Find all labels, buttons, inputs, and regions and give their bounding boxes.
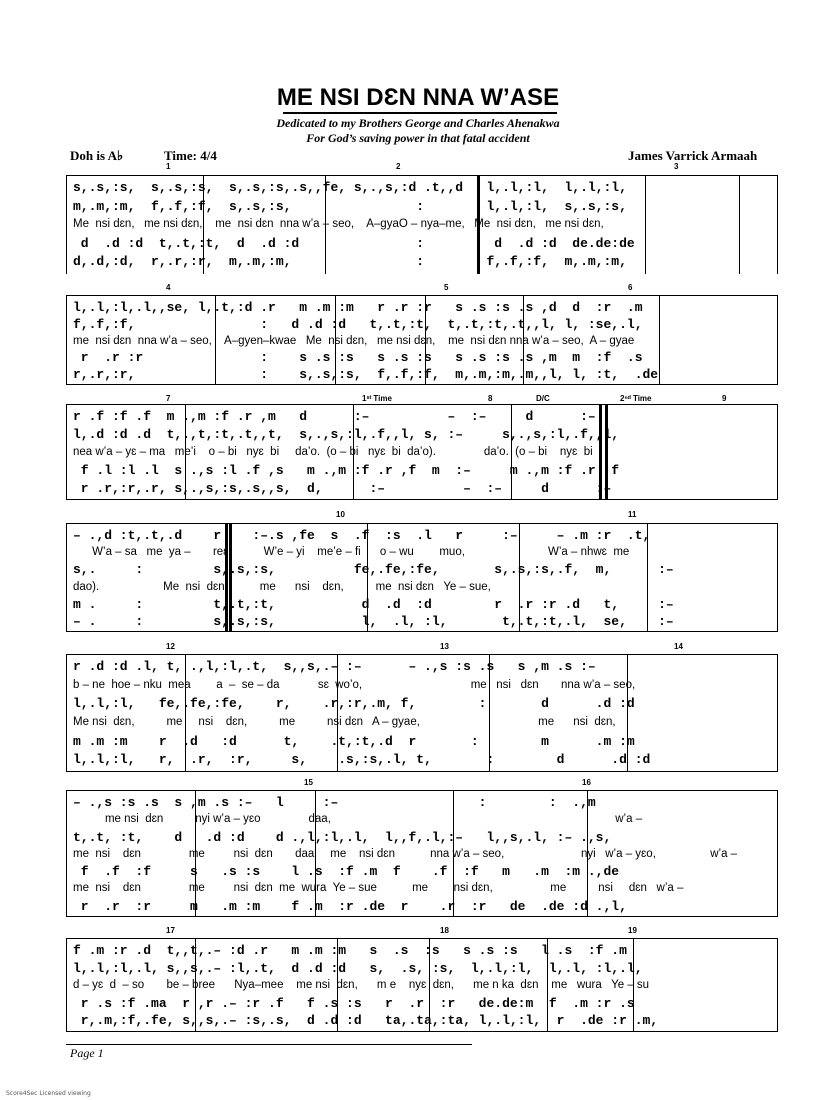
footer-note: Score4Sec Licensed viewing: [6, 1090, 91, 1097]
solfa-line: m .m :m r .d :d t, .t,:t,.d r : m .m :m: [73, 733, 635, 749]
barline: [325, 176, 326, 274]
measure-number: 4: [166, 283, 171, 292]
score-system: [66, 642, 778, 772]
barline: [429, 939, 430, 1031]
score-system: [66, 162, 778, 274]
solfa-line: r .r :r m .m :m f .m :r .de r .r :r de .de :d .,l,: [73, 898, 627, 914]
lyric-line: d – yɛ d – so be – bree Nya–mee me nsi dɛn, m e nyɛ dɛn, me n ka dɛn me wura Ye – su: [73, 979, 650, 992]
barline: [203, 176, 204, 274]
staff-box: [66, 295, 778, 385]
staff-box: [66, 523, 778, 632]
measure-number: D/C: [536, 394, 550, 403]
measure-number: 2ⁿᵈ Time: [620, 394, 652, 403]
score-system: [66, 283, 778, 385]
lyric-line: Me nsi dɛn, me nsi dɛn, me nsi dɛn nna w’a – seo, A–gyaO – nya–me, Me nsi dɛn, me nsi dɛn,: [73, 218, 604, 231]
lyric-line: dao). Me nsi dɛn, me nsi dɛn, me nsi dɛn Ye – sue,: [73, 580, 491, 593]
lyric-line: me nsi dɛn me nsi dɛn me wura Ye – sue me nsi dɛn, me nsi dɛn w’a –: [73, 882, 684, 895]
barline: [315, 791, 316, 916]
barline: [477, 176, 480, 274]
solfa-line: – . : s,.s,:s, l, .l, :l, t,.t,:t,.l, se, :–: [73, 613, 674, 629]
barline: [335, 296, 336, 384]
solfa-line: f .m :r .d t,,t,.– :d .r m .m :m s .s :s s .s :s l .s :f .m: [73, 943, 627, 958]
barline: [645, 176, 646, 274]
solfa-line: l,.l,:l, fe,.fe,:fe, r, .r,:r,.m, f, : d .d :d: [73, 696, 635, 712]
solfa-line: m . : t,.t,:t, d .d :d r .r :r .d t, :–: [73, 596, 674, 612]
measure-number: 13: [440, 642, 449, 651]
title-underline: [283, 112, 557, 114]
solfa-line: r .r :r : s .s :s s .s :s s .s :s .s ,m m :f .s: [73, 350, 643, 366]
solfa-line: r .r,:r,.r, s,.,s,:s,.s,,s, d, :– – :– d :–: [73, 481, 612, 496]
barline: [425, 296, 426, 384]
measure-number: 8: [488, 394, 493, 403]
barline: [225, 524, 228, 631]
barline: [489, 655, 490, 771]
solfa-line: l,.l,:l,.l, s,,s,.– :l,.t, d .d :d s, .s, :s, l,.l,:l, l,.l, :l,.l,: [73, 960, 643, 976]
measure-number: 11: [628, 510, 637, 519]
measure-number: 7: [166, 394, 171, 403]
footer-rule: [66, 1044, 472, 1045]
lyric-line: Me nsi dɛn, me nsi dɛn, me nsi dɛn A – gyae, me nsi dɛn,: [73, 716, 616, 728]
measure-number: 9: [722, 394, 727, 403]
time-signature: Time: 4/4: [164, 148, 217, 163]
barline: [195, 939, 196, 1031]
measure-number: 16: [582, 778, 591, 787]
lyric-line: me nsi dɛn nna w’a – seo, A–gyen–kwae Me nsi dɛn, me nsi dɛn, me nsi dɛn nna w’a – seo, A – gyae: [73, 334, 635, 347]
measure-number: 19: [628, 926, 637, 935]
dedication-line-2: For God’s saving power in that fatal accident: [306, 131, 530, 145]
page-title: ME NSI DƐN NNA W’ASE: [276, 84, 560, 111]
barline: [627, 655, 628, 771]
solfa-line: r .f :f .f m .,m :f .r ,m d :– – :– d :–: [73, 409, 596, 424]
barline: [633, 939, 634, 1031]
solfa-line: l,.l,:l,.l,,se, l,.t,:d .r m .m :m r .r :r s .s :s .s ,d d :r .m: [73, 300, 643, 315]
barline: [185, 405, 186, 499]
lyric-line: W’a – sa me ya – reɛ, W’e – yi me’e – fi o – wu muo, W’a – nhwɛ me: [73, 546, 630, 559]
barline: [353, 405, 354, 499]
barline: [739, 176, 740, 274]
solfa-line: – .,d :t,.t,.d r :–.s ,fe s .f :s .l r :– – .m :r .t,: [73, 528, 651, 543]
composer: James Varrick Armaah: [628, 148, 758, 163]
measure-number: 10: [336, 510, 345, 519]
staff-box: [66, 654, 778, 772]
solfa-line: f .l :l .l s .,s :l .f ,s m .,m :f .r ,f m :– m .,m :f .r ,f: [73, 463, 620, 478]
solfa-line: l,.l,:l, r, .r, :r, s, .s,:s,.l, t, : d .d :d: [73, 752, 651, 768]
solfa-line: t,.t, :t, d .d :d d .,l,:l,.l, l,,f,.l,:– l,,s,.l, :– .,s,: [73, 829, 612, 845]
measure-number: 18: [440, 926, 449, 935]
staff-box: [66, 790, 778, 917]
barline: [547, 939, 548, 1031]
barline: [195, 791, 196, 916]
score-system: [66, 394, 778, 500]
measure-number: 14: [674, 642, 683, 651]
barline: [587, 791, 588, 916]
solfa-line: m,.m,:m, f,.f,:f, s,.s,:s, : l,.l,:l, s,.s,:s,: [73, 198, 627, 214]
key-signature: Doh is A♭: [70, 148, 124, 163]
solfa-line: d,.d,:d, r,.r,:r, m,.m,:m, : f,.f,:f, m,.m,:m,: [73, 254, 627, 270]
solfa-line: d .d :d t,.t,:t, d .d :d : d .d :d de.de:de: [73, 235, 635, 251]
measure-number: 15: [304, 778, 313, 787]
measure-number: 3: [674, 162, 679, 171]
dedication-line-1: Dedicated to my Brothers George and Charles Ahenakwa: [276, 116, 560, 130]
solfa-line: s,. : s,.s,:s, fe,.fe,:fe, s,.s,:s,.f, m, :–: [73, 562, 674, 578]
solfa-line: f,.f,:f, : d .d :d t,.t,:t, t,.t,:t,.t,,l, l, :se,.l,: [73, 316, 643, 332]
score-system: [66, 510, 778, 632]
score-system: [66, 778, 778, 917]
score-system: [66, 926, 778, 1032]
barline: [229, 524, 232, 631]
staff-box: [66, 938, 778, 1032]
barline: [647, 524, 648, 631]
solfa-line: r,.m,:f,.fe, s,,s,.– :s,.s, d .d :d ta,.ta,:ta, l,.l,:l, r .de :r .m,: [73, 1013, 659, 1029]
barline: [367, 524, 368, 631]
solfa-line: l,.d :d .d t,.,t,:t,.t,,t, s,.,s,:l,.f,,l, s, :– s,.,s,:l,.f,,l,: [73, 427, 620, 442]
barline: [215, 296, 216, 384]
solfa-line: r .d :d .l, t, .,l,:l,.t, s,,s,.– :– – .,s :s .s s ,m .s :–: [73, 659, 596, 674]
staff-box: [66, 404, 778, 500]
staff-box: [66, 175, 778, 274]
solfa-line: s,.s,:s, s,.s,:s, s,.s,:s,.s,,fe, s,.,s,:d .t,,d l,.l,:l, l,.l,:l,: [73, 180, 627, 195]
measure-number: 1: [166, 162, 171, 171]
measure-number: 5: [444, 283, 449, 292]
barline: [523, 296, 524, 384]
barline: [453, 791, 454, 916]
measure-number: 6: [628, 283, 633, 292]
solfa-line: r,.r,:r, : s,.s,:s, f,.f,:f, m,.m,:m,.m,,l, l, :t, .de: [73, 367, 659, 383]
barline: [511, 405, 512, 499]
barline: [337, 655, 338, 771]
solfa-line: r .s :f .ma r ,r .– :r .f f .s :s r .r :r de.de:m f .m :r .s: [73, 995, 635, 1011]
lyric-line: b – ne hoe – nku mea a – se – da sɛ wo’o, me nsi dɛn nna w’a – seo,: [73, 678, 636, 691]
measure-number: 2: [396, 162, 401, 171]
barline: [519, 524, 520, 631]
lyric-line: me nsi dɛn me nsi dɛn daa me nsi dɛn nna w’a – seo, nyi w’a – yɛo, w’a –: [73, 847, 738, 860]
barline: [605, 405, 608, 499]
barline: [599, 405, 602, 499]
barline: [659, 296, 660, 384]
measure-number: 17: [166, 926, 175, 935]
barline: [185, 655, 186, 771]
measure-number: 12: [166, 642, 175, 651]
measure-number: 1ˢᵗ Time: [362, 394, 392, 403]
solfa-line: f .f :f s .s :s l .s :f .m f .f :f m .m :m .,de: [73, 864, 620, 880]
lyric-line: me nsi dɛn nyi w’a – yɛo daa, w’a –: [73, 813, 643, 826]
page-number: Page 1: [70, 1046, 104, 1060]
solfa-line: – .,s :s .s s ,m .s :– l :– : : .,m: [73, 795, 596, 810]
barline: [337, 939, 338, 1031]
lyric-line: nea w’a – yɛ – ma me’i o – bi nyɛ bi da’o. (o – bi nyɛ bi da’o). da’o. (o – bi nyɛ bi: [73, 446, 593, 458]
